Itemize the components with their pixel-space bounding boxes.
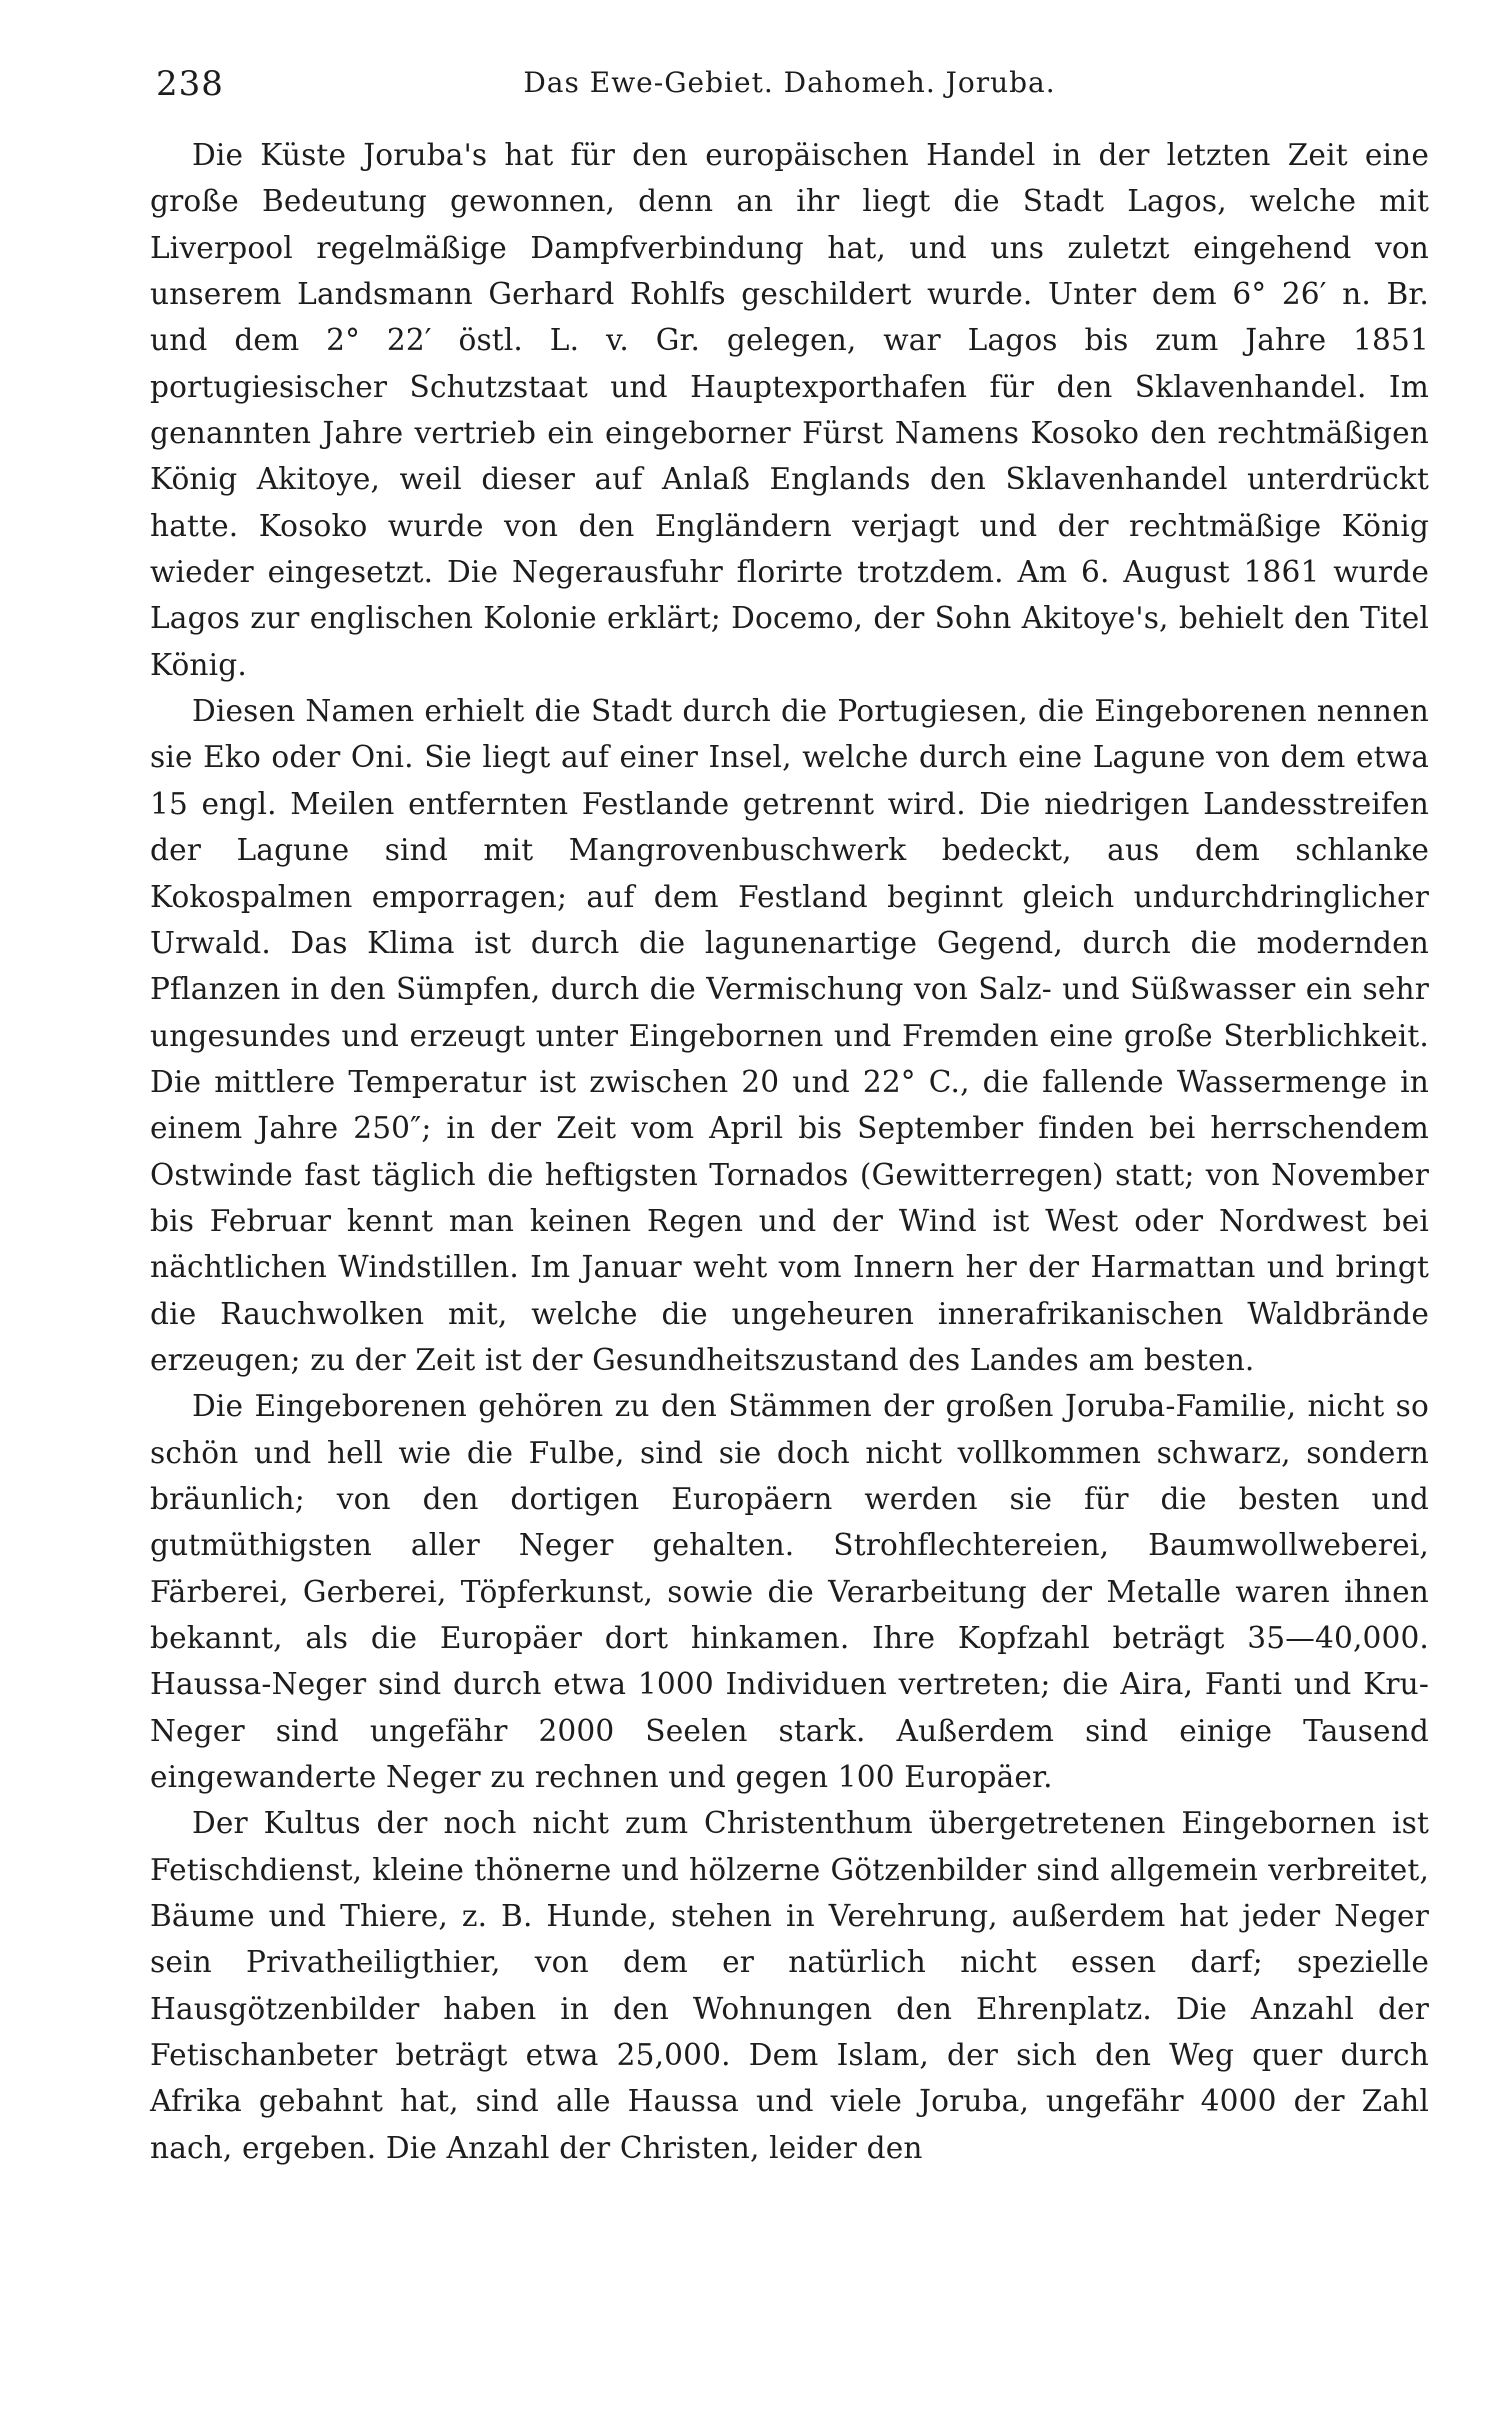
running-title: Das Ewe-Gebiet. Dahomeh. Joruba.	[523, 66, 1056, 99]
page-header	[150, 56, 1429, 120]
page-number: 238	[156, 64, 224, 104]
paragraph-lagos-history: Die Küste Joruba's hat für den europäischen Handel in der letzten Zeit eine große Bedeutung gewonnen, denn an ihr liegt die Stadt Lagos, welche mit Liverpool regelmäßige Dampfverbindung hat, und uns zuletzt eingehend von unserem Landsmann Gerhard Rohlfs geschildert wurde. Unter dem 6° 26′ n. Br. und dem 2° 22′ östl. L. v. Gr. gelegen, war Lagos bis zum Jahre 1851 portugiesischer Schutzstaat und Hauptexporthafen für den Sklavenhandel. Im genannten Jahre vertrieb ein eingeborner Fürst Namens Kosoko den rechtmäßigen König Akitoye, weil dieser auf Anlaß Englands den Sklavenhandel unterdrückt hatte. Kosoko wurde von den Engländern verjagt und der rechtmäßige König wieder eingesetzt. Die Negerausfuhr florirte trotzdem. Am 6. August 1861 wurde Lagos zur englischen Kolonie erklärt; Docemo, der Sohn Akitoye's, behielt den Titel König.	[150, 138, 1429, 682]
paragraph-inhabitants: Die Eingeborenen gehören zu den Stämmen der großen Joruba-Familie, nicht so schön und hell wie die Fulbe, sind sie doch nicht vollkommen schwarz, sondern bräunlich; von den dortigen Europäern werden sie für die besten und gutmüthigsten aller Neger gehalten. Strohflechtereien, Baumwollweberei, Färberei, Gerberei, Töpferkunst, sowie die Verarbeitung der Metalle waren ihnen bekannt, als die Europäer dort hinkamen. Ihre Kopfzahl beträgt 35—40,000. Haussa-Neger sind durch etwa 1000 Individuen vertreten; die Aira, Fanti und Kru-Neger sind ungefähr 2000 Seelen stark. Außerdem sind einige Tausend eingewanderte Neger zu rechnen und gegen 100 Europäer.	[150, 1389, 1429, 1795]
book-page	[150, 56, 1429, 2171]
paragraph-religion: Der Kultus der noch nicht zum Christenthum übergetretenen Eingebornen ist Fetischdienst, kleine thönerne und hölzerne Götzenbilder sind allgemein verbreitet, Bäume und Thiere, z. B. Hunde, stehen in Verehrung, außerdem hat jeder Neger sein Privatheiligthier, von dem er natürlich nicht essen darf; spezielle Hausgötzenbilder haben in den Wohnungen den Ehrenplatz. Die Anzahl der Fetischanbeter beträgt etwa 25,000. Dem Islam, der sich den Weg quer durch Afrika gebahnt hat, sind alle Haussa und viele Joruba, ungefähr 4000 der Zahl nach, ergeben. Die Anzahl der Christen, leider den	[150, 1806, 1429, 2165]
paragraph-lagos-climate: Diesen Namen erhielt die Stadt durch die Portugiesen, die Eingeborenen nennen sie Eko oder Oni. Sie liegt auf einer Insel, welche durch eine Lagune von dem etwa 15 engl. Meilen entfernten Festlande getrennt wird. Die niedrigen Landesstreifen der Lagune sind mit Mangrovenbuschwerk bedeckt, aus dem schlanke Kokospalmen emporragen; auf dem Festland beginnt gleich undurchdringlicher Urwald. Das Klima ist durch die lagunenartige Gegend, durch die modernden Pflanzen in den Sümpfen, durch die Vermischung von Salz- und Süßwasser ein sehr ungesundes und erzeugt unter Eingebornen und Fremden eine große Sterblichkeit. Die mittlere Temperatur ist zwischen 20 und 22° C., die fallende Wassermenge in einem Jahre 250″; in der Zeit vom April bis September finden bei herrschendem Ostwinde fast täglich die heftigsten Tornados (Gewitterregen) statt; von November bis Februar kennt man keinen Regen und der Wind ist West oder Nordwest bei nächtlichen Windstillen. Im Januar weht vom Innern her der Harmattan und bringt die Rauchwolken mit, welche die ungeheuren innerafrikanischen Waldbrände erzeugen; zu der Zeit ist der Gesundheitszustand des Landes am besten.	[150, 694, 1429, 1377]
body-text	[150, 132, 1429, 2171]
